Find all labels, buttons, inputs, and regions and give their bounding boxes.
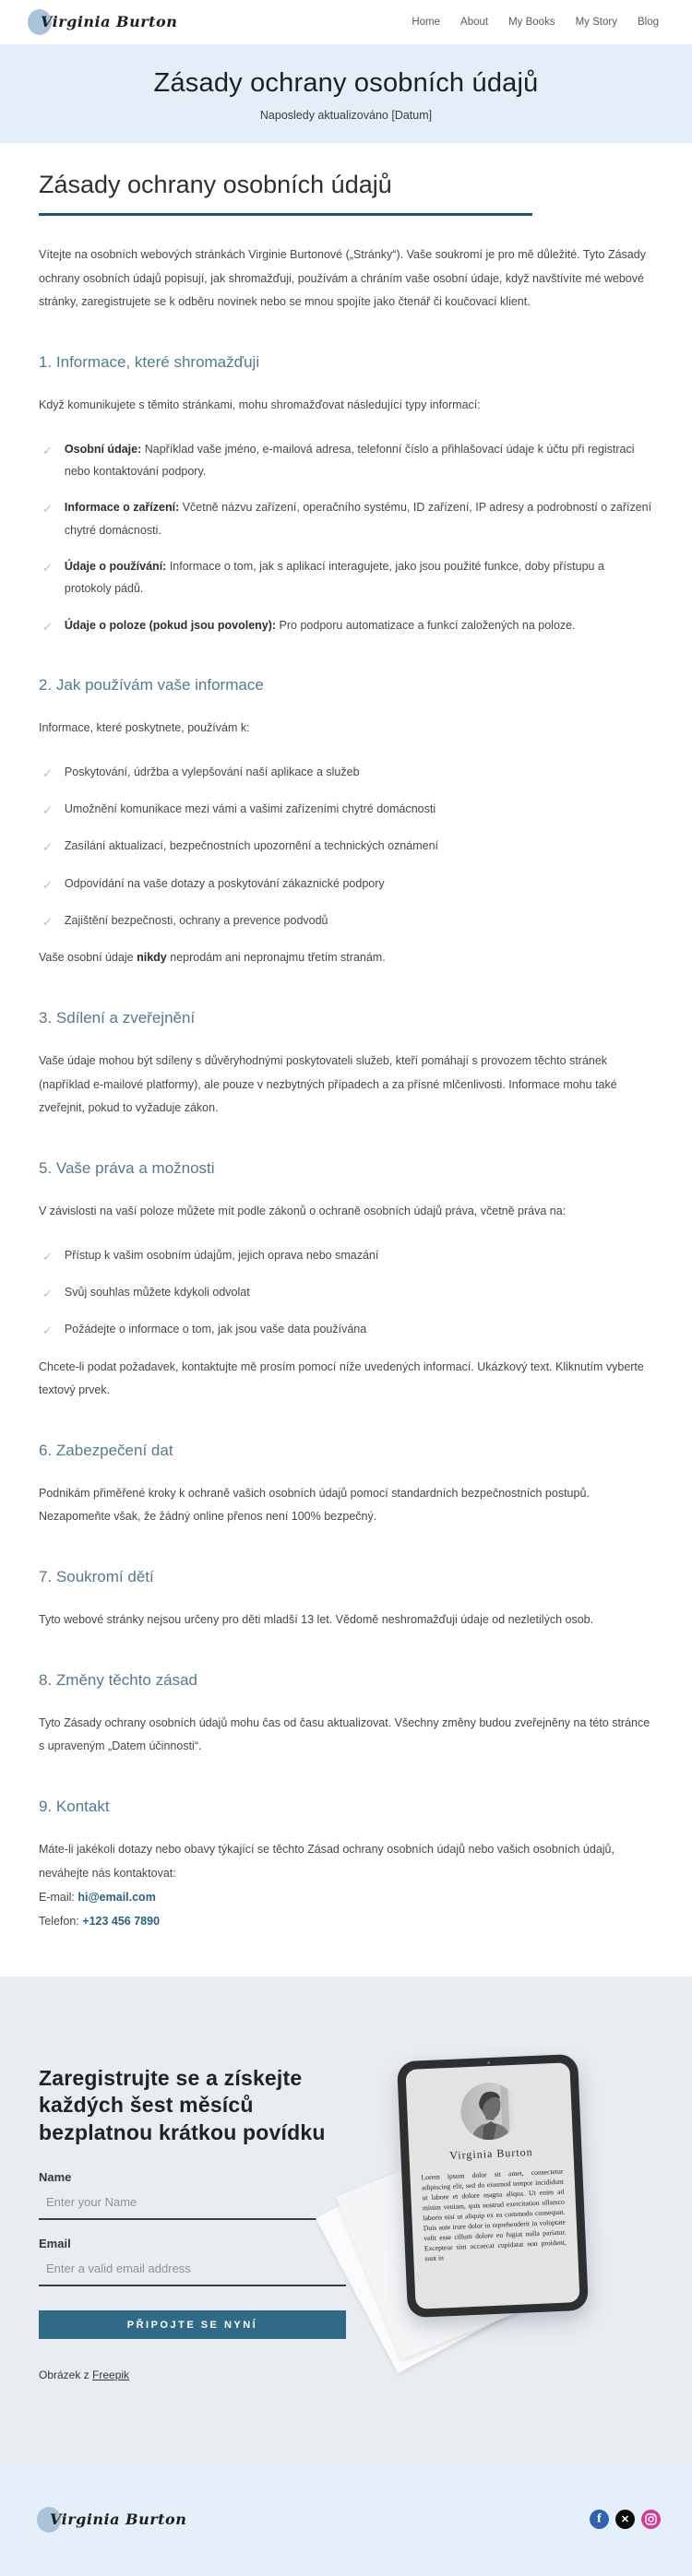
hero-title: Zásady ochrany osobních údajů (153, 68, 539, 98)
site-header (0, 0, 692, 44)
list-item-text: Údaje o používání: Informace o tom, jak s aplikací interagujete, jako jsou použité funkce, doby přístupu a protokoly pádů. (64, 560, 604, 596)
check-icon: ✓ (42, 915, 53, 930)
x-icon[interactable] (615, 2510, 635, 2529)
tablet-screen (405, 2062, 579, 2309)
list-item (39, 1318, 653, 1341)
image-credit-prefix: Obrázek z (39, 2368, 93, 2382)
contact-value[interactable]: hi@email.com (78, 1891, 156, 1905)
hero-banner (0, 44, 692, 143)
instagram-glyph (645, 2513, 657, 2525)
list-item (39, 555, 653, 600)
check-icon: ✓ (42, 443, 53, 457)
section-heading: 9. Kontakt (39, 1797, 110, 1815)
section-heading: 5. Vaše práva a možnosti (39, 1158, 215, 1177)
section-paragraph: Tyto webové stránky nejsou určeny pro děti mladší 13 let. Vědomě neshromažďuji údaje od nezletilých osob. (39, 1613, 594, 1627)
footer-logo[interactable] (37, 2504, 186, 2535)
tablet-mockup (397, 2054, 589, 2318)
list-item-text: Informace o zařízení: Včetně názvu zařízení, operačního systému, ID zařízení, IP adresy a podrobností o zařízení chytré domácnosti. (64, 501, 652, 537)
tablet-author-name: Virginia Burton (449, 2144, 533, 2162)
intro-paragraph: Vítejte na osobních webových stránkách Virginie Burtonové („Stránky“). Vaše soukromí je pro mě důležité. Tyto Zásady ochrany osobních údajů popisují, jak shromažďuji, používám a chráním vaše osobní údaje, když navštívíte mé webové stránky, zaregistrujete se k odběru novinek nebo se mnou spojíte jako čtenář či koučovací klient. (39, 248, 646, 309)
nav-item-about[interactable]: About (460, 17, 489, 28)
section-paragraph: Vaše osobní údaje nikdy neprodám ani nepronajmu třetím stranám. (39, 951, 386, 965)
check-icon: ✓ (42, 766, 53, 780)
list-item-text: Zasílání aktualizací, bezpečnostních upozornění a technických oznámení (64, 839, 439, 853)
section-heading: 6. Zabezpečení dat (39, 1441, 173, 1459)
newsletter-signup-section (0, 1977, 692, 2463)
check-icon: ✓ (42, 619, 53, 634)
policy-section (39, 1159, 653, 1403)
site-logo[interactable] (28, 6, 177, 38)
privacy-policy-content (0, 143, 692, 1977)
check-icon: ✓ (42, 877, 53, 892)
policy-sections (39, 353, 653, 1934)
tablet-mockup-area (360, 2065, 664, 2381)
author-portrait-photo (459, 2081, 519, 2141)
contact-line: Telefon: +123 456 7890 (39, 1915, 161, 1929)
list-item (39, 438, 653, 483)
section-paragraph: Když komunikujete s těmito stránkami, mohu shromažďovat následující typy informací: (39, 398, 481, 411)
section-paragraph: V závislosti na vaší poloze můžete mít podle zákonů o ochraně osobních údajů práva, včetně práva na: (39, 1204, 567, 1217)
check-icon: ✓ (42, 803, 53, 818)
contact-line: E-mail: hi@email.com (39, 1891, 156, 1905)
check-icon: ✓ (42, 502, 53, 516)
tablet-camera-dot (487, 2061, 490, 2064)
policy-section (39, 676, 653, 970)
nav-item-blog[interactable]: Blog (637, 17, 659, 28)
email-label: Email (39, 2237, 71, 2251)
section-paragraph: Podnikám přiměřené kroky k ochraně vašich osobních údajů pomocí standardních bezpečnostních postupů. Nezapomeňte však, že žádný online přenos není 100% bezpečný. (39, 1486, 590, 1524)
title-underline-decoration (39, 213, 532, 216)
list-item-text: Umožnění komunikace mezi vámi a vašimi zařízeními chytré domácnosti (64, 802, 436, 816)
check-icon: ✓ (42, 1249, 53, 1264)
facebook-icon[interactable] (590, 2510, 609, 2529)
check-list (39, 1244, 653, 1342)
list-item (39, 761, 653, 784)
list-item-text: Požádejte o informace o tom, jak jsou vaše data používána (64, 1323, 367, 1336)
list-item-text: Osobní údaje: Například vaše jméno, e-mailová adresa, telefonní číslo a přihlašovací údaje k účtu při registraci nebo kontaktování podpory. (64, 442, 635, 478)
logo-text: Virginia Burton (50, 2510, 187, 2528)
site-footer (0, 2463, 692, 2576)
list-item (39, 798, 653, 821)
logo-text: Virginia Burton (41, 13, 178, 30)
signup-form-column (39, 2065, 360, 2381)
x-glyph: ✕ (620, 2514, 630, 2526)
section-paragraph: Informace, které poskytnete, používám k: (39, 721, 250, 735)
check-icon: ✓ (42, 1324, 53, 1338)
signup-title: Zaregistrujte se a získejte každých šest měsíců bezplatnou krátkou povídku (39, 2065, 326, 2144)
check-icon: ✓ (42, 1286, 53, 1300)
list-item (39, 1244, 653, 1267)
section-heading: 1. Informace, které shromažďuji (39, 352, 260, 371)
list-item-text: Svůj souhlas můžete kdykoli odvolat (64, 1285, 250, 1299)
policy-section (39, 1009, 653, 1121)
section-paragraph: Máte-li jakékoli dotazy nebo obavy týkající se těchto Zásad ochrany osobních údajů nebo vašich osobních údajů, neváhejte nás kontaktovat: (39, 1842, 614, 1880)
list-item (39, 873, 653, 896)
page-title: Zásady ochrany osobních údajů (39, 171, 392, 198)
check-list (39, 761, 653, 933)
section-heading: 2. Jak používám vaše informace (39, 676, 264, 694)
freepik-link[interactable]: Freepik (92, 2368, 130, 2382)
email-input[interactable] (39, 2254, 346, 2286)
list-item (39, 496, 653, 541)
main-nav (412, 17, 659, 28)
check-list (39, 438, 653, 638)
name-label: Name (39, 2170, 72, 2185)
facebook-glyph: f (597, 2511, 602, 2526)
list-item-text: Přístup k vašim osobním údajům, jejich oprava nebo smazání (64, 1248, 379, 1262)
image-credit (39, 2368, 360, 2381)
last-updated-text: Naposledy aktualizováno [Datum] (259, 109, 433, 122)
list-item (39, 614, 653, 637)
policy-section (39, 353, 653, 637)
check-icon: ✓ (42, 561, 53, 575)
policy-section (39, 1671, 653, 1759)
instagram-icon[interactable] (641, 2510, 661, 2529)
name-input[interactable] (39, 2188, 346, 2220)
nav-item-my-books[interactable]: My Books (508, 17, 555, 28)
nav-item-my-story[interactable]: My Story (575, 17, 617, 28)
section-heading: 8. Změny těchto zásad (39, 1670, 197, 1689)
nav-item-home[interactable]: Home (412, 17, 441, 28)
list-item-text: Zajištění bezpečnosti, ochrany a prevence podvodů (64, 914, 328, 928)
section-heading: 7. Soukromí dětí (39, 1568, 154, 1586)
section-heading: 3. Sdílení a zveřejnění (39, 1009, 196, 1027)
contact-value[interactable]: +123 456 7890 (82, 1915, 161, 1929)
list-item (39, 1281, 653, 1304)
policy-section (39, 1798, 653, 1934)
list-item-text: Údaje o poloze (pokud jsou povoleny): Pro podporu automatizace a funkcí založených na poloze. (64, 618, 576, 632)
list-item-text: Poskytování, údržba a vylepšování naší aplikace a služeb (64, 765, 360, 778)
policy-section (39, 1442, 653, 1529)
list-item (39, 835, 653, 858)
join-now-button[interactable]: PŘIPOJTE SE NYNÍ (39, 2310, 346, 2339)
check-icon: ✓ (42, 840, 53, 855)
social-icons (590, 2510, 661, 2529)
tablet-body-text: Lorem ipsum dolor sit amet, consectetur adipiscing elit, sed do eiusmod tempor incididunt ut labore et dolore magna aliqua. Ut enim ad minim veniam, quis nostrud exercitation ullamco laboris nisi ut aliquip ex ea commodo consequat. Duis aute irure dolor in reprehenderit in voluptate velit esse cillum dolore eu fugiat nulla pariatur. Excepteur sint occaecat cupidatat non proident, sunt in (421, 2166, 567, 2263)
list-item (39, 909, 653, 932)
list-item-text: Odpovídání na vaše dotazy a poskytování zákaznické podpory (64, 876, 385, 890)
section-paragraph: Vaše údaje mohou být sdíleny s důvěryhodnými poskytovateli služeb, kteří pomáhají s provozem těchto stránek (například e-mailové platformy), ale pouze v nezbytných případech a za přísné mlčenlivosti. Informace mohu také zveřejnit, pokud to vyžaduje zákon. (39, 1054, 617, 1115)
policy-section (39, 1568, 653, 1632)
section-paragraph: Chcete-li podat požadavek, kontaktujte mě prosím pomocí níže uvedených informací. Ukázkový text. Kliknutím vyberte textový prvek. (39, 1359, 644, 1397)
section-paragraph: Tyto Zásady ochrany osobních údajů mohu čas od času aktualizovat. Všechny změny budou zveřejněny na této stránce s upraveným „Datem účinnosti“. (39, 1715, 650, 1753)
